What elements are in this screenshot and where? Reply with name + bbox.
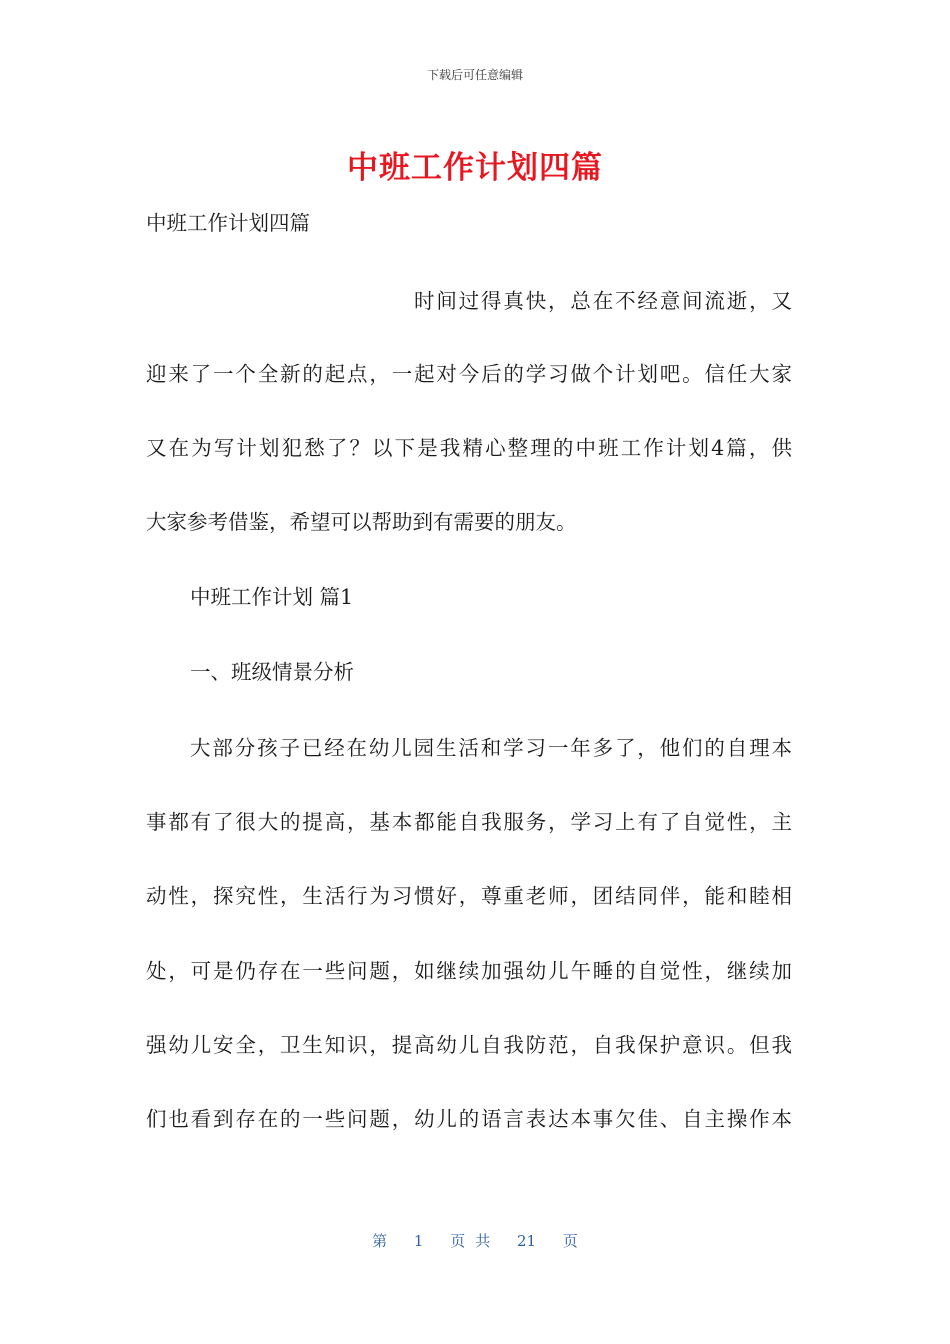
paragraph-line: 们也看到存在的一些问题，幼儿的语言表达本事欠佳、自主操作本: [146, 1107, 792, 1131]
subsection-heading: 一、班级情景分析: [190, 660, 354, 684]
footer-prefix: 第: [372, 1232, 388, 1250]
footer-suffix: 页: [562, 1232, 578, 1250]
paragraph-line: 强幼儿安全，卫生知识，提高幼儿自我防范，自我保护意识。但我: [146, 1033, 792, 1057]
paragraph-line: 又在为写计划犯愁了？以下是我精心整理的中班工作计划4篇，供: [146, 436, 792, 460]
footer-middle: 页共: [450, 1232, 501, 1250]
page-header-note: 下载后可任意编辑: [426, 68, 523, 82]
paragraph-line: 处，可是仍存在一些问题，如继续加强幼儿午睡的自觉性，继续加: [146, 959, 792, 983]
page-footer: [0, 1230, 950, 1251]
document-title: 中班工作计划四篇: [347, 150, 603, 186]
paragraph-line: 大家参考借鉴，希望可以帮助到有需要的朋友。: [146, 510, 577, 534]
document-subtitle: 中班工作计划四篇: [146, 211, 310, 235]
current-page-number: 1: [413, 1232, 424, 1250]
total-pages-number: 21: [517, 1232, 537, 1250]
paragraph-line: 时间过得真快，总在不经意间流逝，又: [414, 289, 792, 313]
paragraph-line: 大部分孩子已经在幼儿园生活和学习一年多了，他们的自理本: [190, 736, 792, 760]
paragraph-line: 事都有了很大的提高，基本都能自我服务，学习上有了自觉性，主: [146, 810, 792, 834]
paragraph-line: 动性，探究性，生活行为习惯好，尊重老师，团结同伴，能和睦相: [146, 884, 792, 908]
paragraph-line: 迎来了一个全新的起点，一起对今后的学习做个计划吧。信任大家: [146, 362, 792, 386]
section-heading: 中班工作计划 篇1: [190, 585, 354, 609]
